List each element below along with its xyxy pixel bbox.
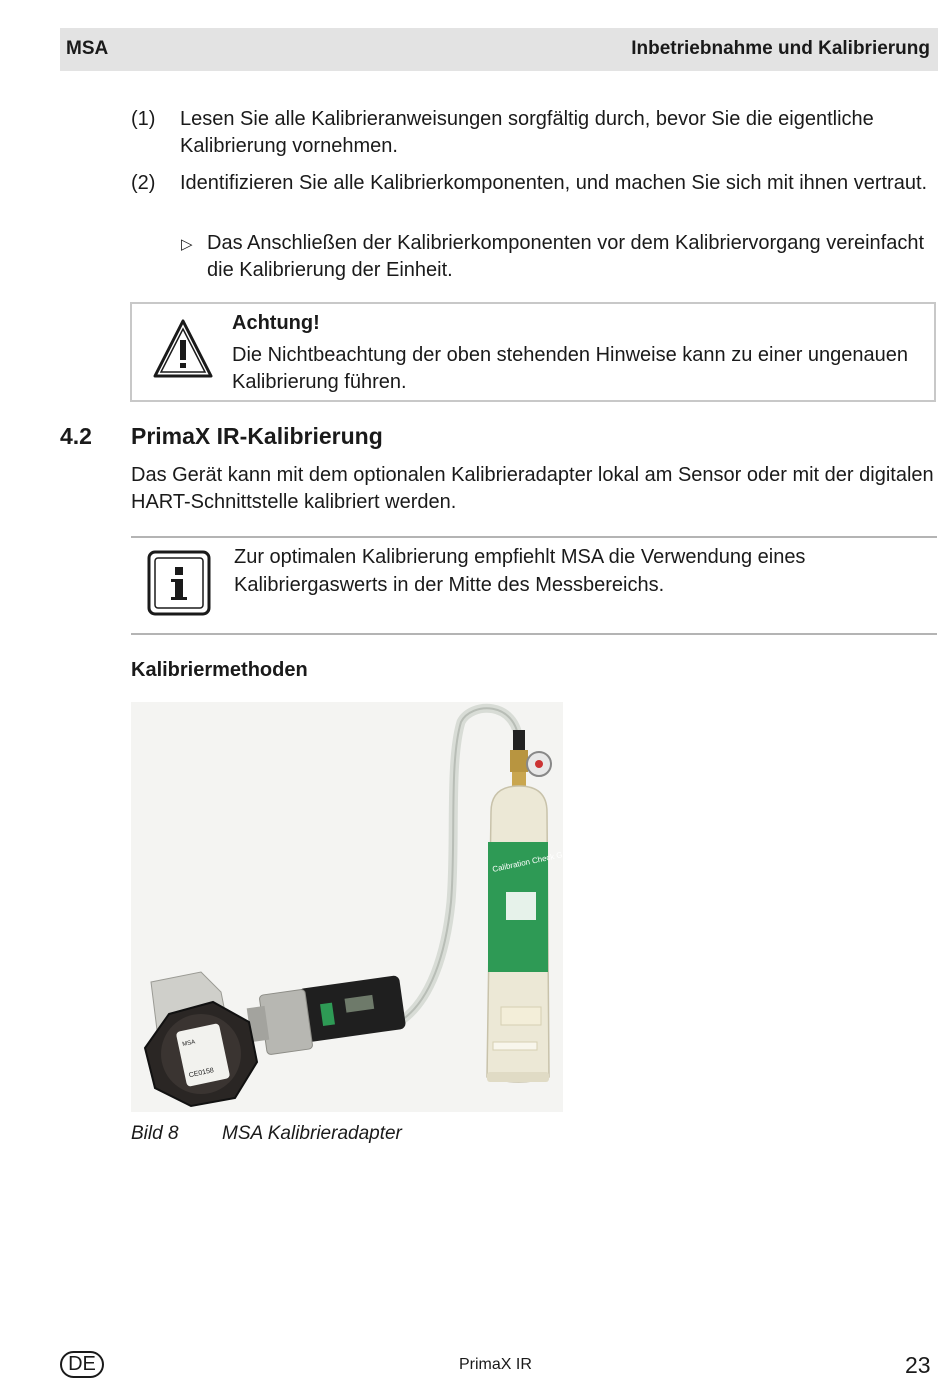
device-label: MSA bbox=[181, 1039, 196, 1048]
info-divider-top bbox=[131, 536, 937, 538]
section-title: PrimaX IR-Kalibrierung bbox=[131, 423, 383, 449]
page-number: 23 bbox=[905, 1352, 931, 1378]
info-divider-bottom bbox=[131, 633, 937, 635]
step-number: (2) bbox=[131, 172, 156, 194]
figure-caption: MSA Kalibrieradapter bbox=[222, 1123, 402, 1144]
ce-mark: CE0158 bbox=[188, 1067, 215, 1080]
result-arrow-icon: ▷ bbox=[181, 236, 193, 253]
warning-box bbox=[130, 302, 936, 402]
step-text: Lesen Sie alle Kalibrieranweisungen sorgfältig durch, bevor Sie die eigentliche Kalibrierung vornehmen. bbox=[180, 108, 874, 157]
footer-product: PrimaX IR bbox=[459, 1356, 532, 1373]
warning-text: Die Nichtbeachtung der oben stehenden Hinweise kann zu einer ungenauen Kalibrierung führen. bbox=[232, 344, 909, 393]
cylinder-label: Calibration Check Gas bbox=[491, 848, 572, 874]
step-number: (1) bbox=[131, 108, 156, 130]
calibration-adapter-illustration bbox=[131, 702, 572, 1112]
step-result bbox=[181, 230, 941, 286]
info-icon bbox=[147, 550, 211, 616]
warning-triangle-icon bbox=[152, 318, 214, 380]
methods-heading: Kalibriermethoden bbox=[131, 659, 308, 681]
page-header bbox=[60, 28, 938, 71]
figure-label: Bild 8 bbox=[131, 1123, 179, 1144]
warning-title: Achtung! bbox=[232, 312, 320, 334]
header-title: Inbetriebnahme und Kalibrierung bbox=[631, 38, 930, 59]
header-brand: MSA bbox=[66, 38, 109, 59]
calibration-adapter-photo bbox=[131, 702, 572, 1112]
step-1 bbox=[131, 106, 941, 162]
info-text: Zur optimalen Kalibrierung empfiehlt MSA die Verwendung eines Kalibriergaswerts in der Mitte des Messbereichs. bbox=[234, 546, 806, 596]
step-2 bbox=[131, 170, 941, 226]
result-text: Das Anschließen der Kalibrierkomponenten vor dem Kalibriervorgang vereinfacht die Kalibrierung der Einheit. bbox=[207, 232, 925, 281]
section-number: 4.2 bbox=[60, 423, 92, 449]
section-paragraph: Das Gerät kann mit dem optionalen Kalibrieradapter lokal am Sensor oder mit der digitalen HART-Schnittstelle kalibriert werden. bbox=[131, 464, 934, 513]
language-badge: DE bbox=[60, 1351, 104, 1378]
step-text: Identifizieren Sie alle Kalibrierkomponenten, und machen Sie sich mit ihnen vertraut. bbox=[180, 172, 928, 194]
